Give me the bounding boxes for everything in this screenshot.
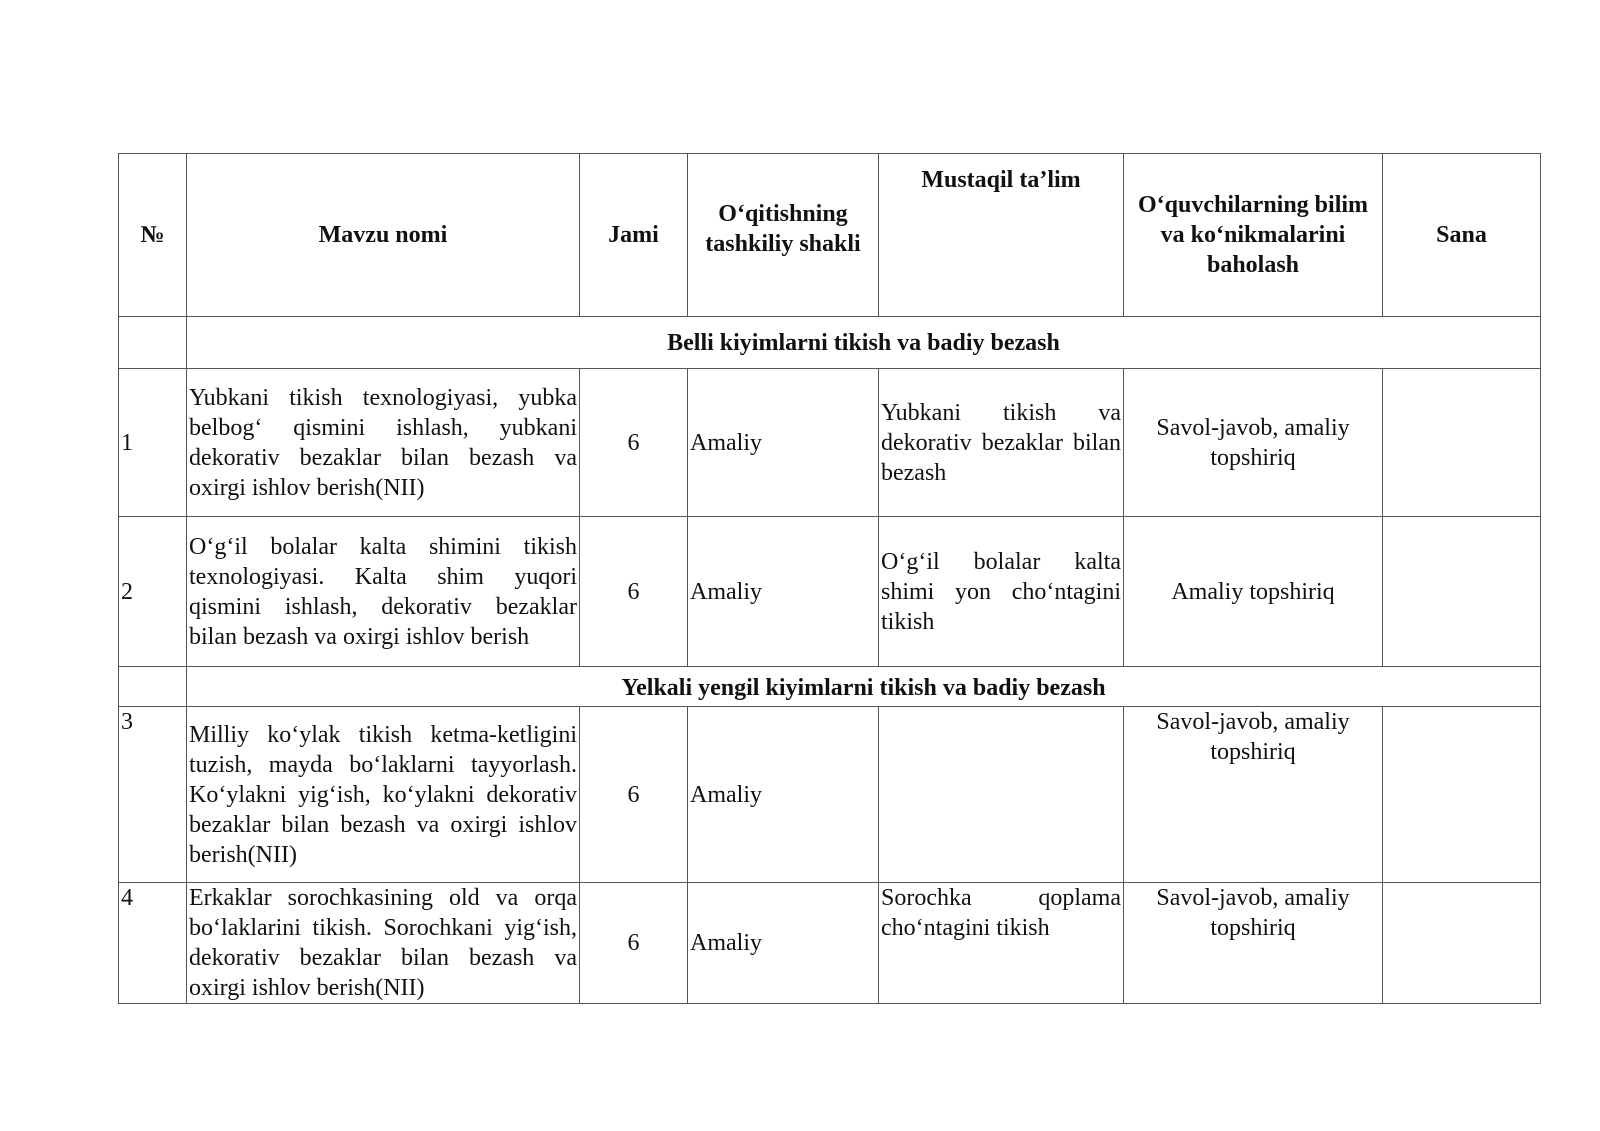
section-number-cell: [119, 317, 187, 369]
row-number: 1: [119, 369, 187, 517]
table-row: [119, 517, 1541, 667]
row-total: 6: [580, 883, 688, 1004]
row-date: [1383, 369, 1541, 517]
row-total: 6: [580, 707, 688, 883]
table-header-row: [119, 154, 1541, 317]
section-title: Yelkali yengil kiyimlarni tikish va badiy bezash: [187, 667, 1541, 707]
row-topic: Yubkani tikish texnologiyasi, yubka belbog‘ qismini ishlash, yubkani dekorativ bezaklar bilan bezash va oxirgi ishlov berish(NII): [187, 369, 580, 517]
row-total: 6: [580, 517, 688, 667]
row-date: [1383, 883, 1541, 1004]
header-assessment: O‘quvchilarning bilim va ko‘nikmalarini baholash: [1124, 154, 1383, 317]
row-assessment: Savol-javob, amaliy topshiriq: [1124, 883, 1383, 1004]
row-topic: O‘g‘il bolalar kalta shimini tikish texnologiyasi. Kalta shim yuqori qismini ishlash, dekorativ bezaklar bilan bezash va oxirgi ishlov berish: [187, 517, 580, 667]
header-topic: Mavzu nomi: [187, 154, 580, 317]
row-form: Amaliy: [688, 517, 879, 667]
row-self-study: Sorochka qoplama cho‘ntagini tikish: [879, 883, 1124, 1004]
row-assessment: Amaliy topshiriq: [1124, 517, 1383, 667]
section-number-cell: [119, 667, 187, 707]
header-self-study-label: Mustaqil ta’lim: [921, 167, 1081, 193]
row-form: Amaliy: [688, 369, 879, 517]
row-date: [1383, 707, 1541, 883]
table-row: [119, 369, 1541, 517]
row-form: Amaliy: [688, 883, 879, 1004]
table-row: [119, 707, 1541, 883]
row-assessment: Savol-javob, amaliy topshiriq: [1124, 707, 1383, 883]
table-row: [119, 883, 1541, 1004]
row-topic: Erkaklar sorochkasining old va orqa bo‘laklarini tikish. Sorochkani yig‘ish, dekorativ bezaklar bilan bezash va oxirgi ishlov berish(NII): [187, 883, 580, 1004]
header-number: №: [119, 154, 187, 317]
row-self-study: [879, 707, 1124, 883]
header-form: O‘qitishning tashkiliy shakli: [688, 154, 879, 317]
row-total: 6: [580, 369, 688, 517]
header-total: Jami: [580, 154, 688, 317]
row-form: Amaliy: [688, 707, 879, 883]
row-number: 4: [119, 883, 187, 1004]
row-assessment: Savol-javob, amaliy topshiriq: [1124, 369, 1383, 517]
header-self-study: [879, 154, 1124, 317]
section-title: Belli kiyimlarni tikish va badiy bezash: [187, 317, 1541, 369]
row-number: 3: [119, 707, 187, 883]
header-date: Sana: [1383, 154, 1541, 317]
section-row: [119, 317, 1541, 369]
section-row: [119, 667, 1541, 707]
row-number: 2: [119, 517, 187, 667]
row-topic: Milliy ko‘ylak tikish ketma-ketligini tuzish, mayda bo‘laklarni tayyorlash. Ko‘ylakni yig‘ish, ko‘ylakni dekorativ bezaklar bilan bezash va oxirgi ishlov berish(NII): [187, 707, 580, 883]
row-self-study: Yubkani tikish va dekorativ bezaklar bilan bezash: [879, 369, 1124, 517]
row-date: [1383, 517, 1541, 667]
row-self-study: O‘g‘il bolalar kalta shimi yon cho‘ntagini tikish: [879, 517, 1124, 667]
lesson-plan-table: [118, 153, 1541, 1004]
